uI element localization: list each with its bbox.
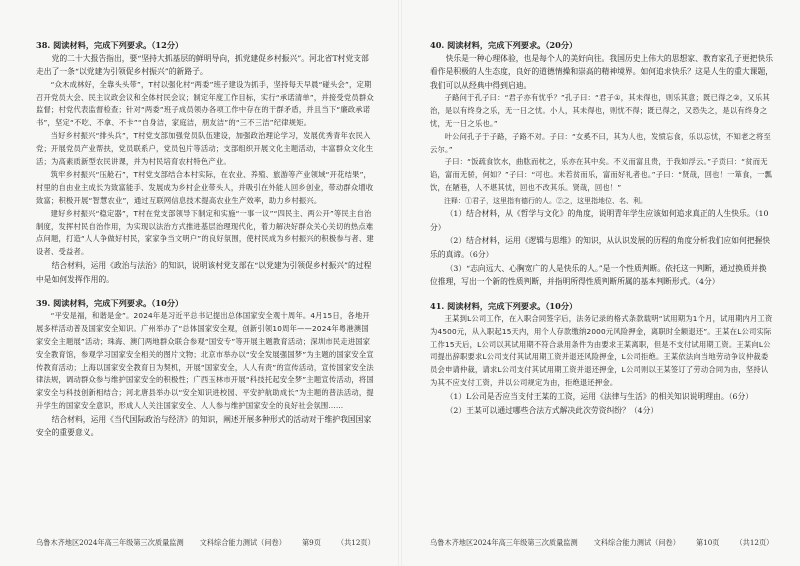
q41-task-1: （1）L公司是否应当支付王某的工资，运用《法律与生活》的相关知识说明理由。（6分） <box>445 392 754 402</box>
footer-total: （共12页） <box>336 538 375 547</box>
q38-material-1: “众木成林好，全靠头头带”，T村以强化村“两委”班子建设为抓手，坚持每天早晨“碰头会”，定期召开党员大会、民主议政会议和全体村民会议；制定年度工作目标，实行“承诺清单”，并接受党员群众监督；村党代表监督检查；针对“两委”班子成员领办各项工作中存在的干群矛盾，并且当下“廉政承诺书”，坚定“不吃、不拿、不卡”“自身洁，家庭洁，朋友洁”的“三不三洁”纪律规矩。 <box>36 79 374 128</box>
q38-task: 结合材料，运用《政治与法治》的知识，说明该村党支部在“以党建为引领促乡村振兴”的过程中是如何发挥作用的。 <box>36 261 372 284</box>
q38-material-3: 筑牢乡村振兴“压舱石”，T村党支部结合本村实际，在农业、养殖、旅游等产业领域“开花结果”，村里的自由业主成长为致富能手、发展成为乡村企业带头人，并吸引在外能人回乡创业，带动群众增收致富；积极开展“智慧农业”，通过互联网信息技术提高农业生产效率，助力乡村振兴。 <box>36 169 374 205</box>
question-39-heading: 39. 阅读材料，完成下列要求。（10分） <box>36 297 184 308</box>
footer-total: （共12页） <box>735 538 774 547</box>
q41-task-2: （2）王某可以通过哪些合法方式解决此次劳资纠纷？（4分） <box>445 405 659 415</box>
page-footer-left <box>36 538 376 548</box>
q40-classic-3: 子曰：“饭疏食饮水，曲肱而枕之，乐亦在其中矣。不义而富且贵，于我如浮云。”子贡曰：“贫而无谄，富而无骄，何如？”子曰：“可也。未若贫而乐，富而好礼者也。”子曰：“贤哉，回也！一箪食，一瓢饮，在陋巷，人不堪其忧，回也不改其乐。贤哉，回也！” <box>430 157 773 193</box>
q40-task-3: （3）“志向远大、心胸宽广的人是快乐的人。”是一个性质判断。依托这一判断，通过换质并换位推理，写出一个新的性质判断，并指明所得性质判断所属的基本判断形式。（4分） <box>430 263 767 287</box>
q39-task: 结合材料，运用《当代国际政治与经济》的知识，阐述开展多种形式的活动对于维护我国国家安全的重要意义。 <box>36 415 372 438</box>
q40-classic-2: 叶公问孔子于子路，子路不对。子曰：“女奚不曰，其为人也，发愤忘食，乐以忘忧，不知老之将至云尔。” <box>430 131 771 154</box>
question-38-heading: 38. 阅读材料，完成下列要求。（12分） <box>36 40 184 50</box>
right-column <box>430 38 774 417</box>
question-40-heading: 40. 阅读材料，完成下列要求。（20分） <box>430 40 578 50</box>
footer-subject: 文科综合能力测试（问卷） <box>199 538 286 547</box>
left-column <box>36 38 376 440</box>
q40-task-1: （1）结合材料，从《哲学与文化》的角度，说明青年学生应该如何追求真正的人生快乐。（10分） <box>430 209 769 232</box>
footer-exam: 乌鲁木齐地区2024年高三年级第三次质量监测 <box>36 538 184 547</box>
footer-exam: 乌鲁木齐地区2024年高三年级第三次质量监测 <box>430 538 578 547</box>
q40-annotation: 注释：①君子，这里指有德行的人。②之，这里指地位、名、利。 <box>444 197 647 206</box>
q38-material-4: 建好乡村振兴“稳定器”，T村在党支部领导下制定和实施“一事一议”“四民主、两公开”等民主自治制度，发挥村民自治作用，为实现以法治方式推进基层治理现代化，着力解决好群众关心关切的热点难点问题，打造“人人争做好村民，家家争当文明户”的良好氛围，使村民成为乡村振兴的积极参与者、建设者、受益者。 <box>36 208 374 257</box>
q38-intro: 党的二十大报告指出，要“坚持大抓基层的鲜明导向，抓党建促乡村振兴”。河北省T村党支部走出了一条“以党建为引领促乡村振兴”的新路子。 <box>36 54 369 77</box>
q40-intro: 快乐是一种心理体验，也是每个人的美好向往。我国历史上伟大的思想家、教育家孔子更把快乐看作是积极的人生态度，良好的道德情操和崇高的精神境界。如何追求快乐？这是人生的重大课题，我们可以从经典中得到启迪。 <box>430 54 774 90</box>
footer-page: 第10页 <box>695 538 720 547</box>
q38-material-2: 当好乡村振兴“排头兵”，T村党支部加强党员队伍建设，加强政治理论学习，发展优秀青年农民入党；开展党员产业帮扶，党员联系户，党员包片等活动；支部组织开展文化主题活动，丰富群众文化生活；为高素质新型农民讲课，并为村民培育农村特色产业。 <box>36 131 374 167</box>
page-footer-right <box>430 538 774 548</box>
footer-subject: 文科综合能力测试（问卷） <box>593 538 680 547</box>
q41-material: 王某到L公司工作，在入职合同签字后，法务记录的格式条款载明“试用期为1个月，试用期内月工资为4500元，从入职起15天内，用个人存款缴纳2000元风险押金，离职时全额退还”。王某在L公司实际工作15天后，L公司以其试用期不符合录用条件为由要求王某离职，但是不支付试用期工资。王某向L公司提出辞职要求L公司支付其试用期工资并退还风险押金，L公司拒绝。王某依法向当地劳动争议仲裁委员会申请仲裁，请求L公司支付其试用期工资并退还押金，L公司则以王某签订了劳动合同为由，坚持认为其不应支付工资，并以公司规定为由，拒绝退还押金。 <box>430 313 773 388</box>
question-41-heading: 41. 阅读材料，完成下列要求。（10分） <box>430 300 578 311</box>
footer-page: 第9页 <box>301 538 321 547</box>
page-right <box>400 0 800 566</box>
q40-task-2: （2）结合材料，运用《逻辑与思维》的知识，从认识发展的历程的角度分析我们应如何把握快乐的真谛。（6分） <box>430 236 771 259</box>
q39-material: “平安是福，和谐是金”。2024年是习近平总书记提出总体国家安全观十周年。4月15日，各地开展多样活动普及国家安全知识。广州举办了“总体国家安全观，创新引领10周年——2024年粤港澳国家安全主题展”活动；珠海、澳门两地群众联合参观“国安专”等开展主题教育活动；深圳市民走进国家安全教育馆，参观学习国家安全相关的图片文物；北京市举办以“安全发展强国梦”为主题的国家安全宣传教育活动；上海以国家安全教育日为契机，开展“国家安全，人人有责”的宣传活动，宣传国家安全法律法规，调动群众参与维护国家安全的积极性；广西玉林市开展“科技托起安全梦”主题宣传活动，将国家安全与科技创新相结合；河北唐县举办以“安全知识进校园、平安护航助成长”为主题的普法活动，提升学生的国家安全意识，形成人人关注国家安全、人人参与维护国家安全的良好社会氛围…… <box>36 310 374 411</box>
q40-classic-1: 子路问于孔子曰：“君子亦有忧乎？”孔子曰：“君子①，其未得也，则乐其意；既已得之②，又乐其治，是以有终身之乐，无一日之忧。小人，其未得也，则忧不得；既已得之，又恐失之，是以有终身之忧，无一日之乐也。” <box>430 92 770 128</box>
